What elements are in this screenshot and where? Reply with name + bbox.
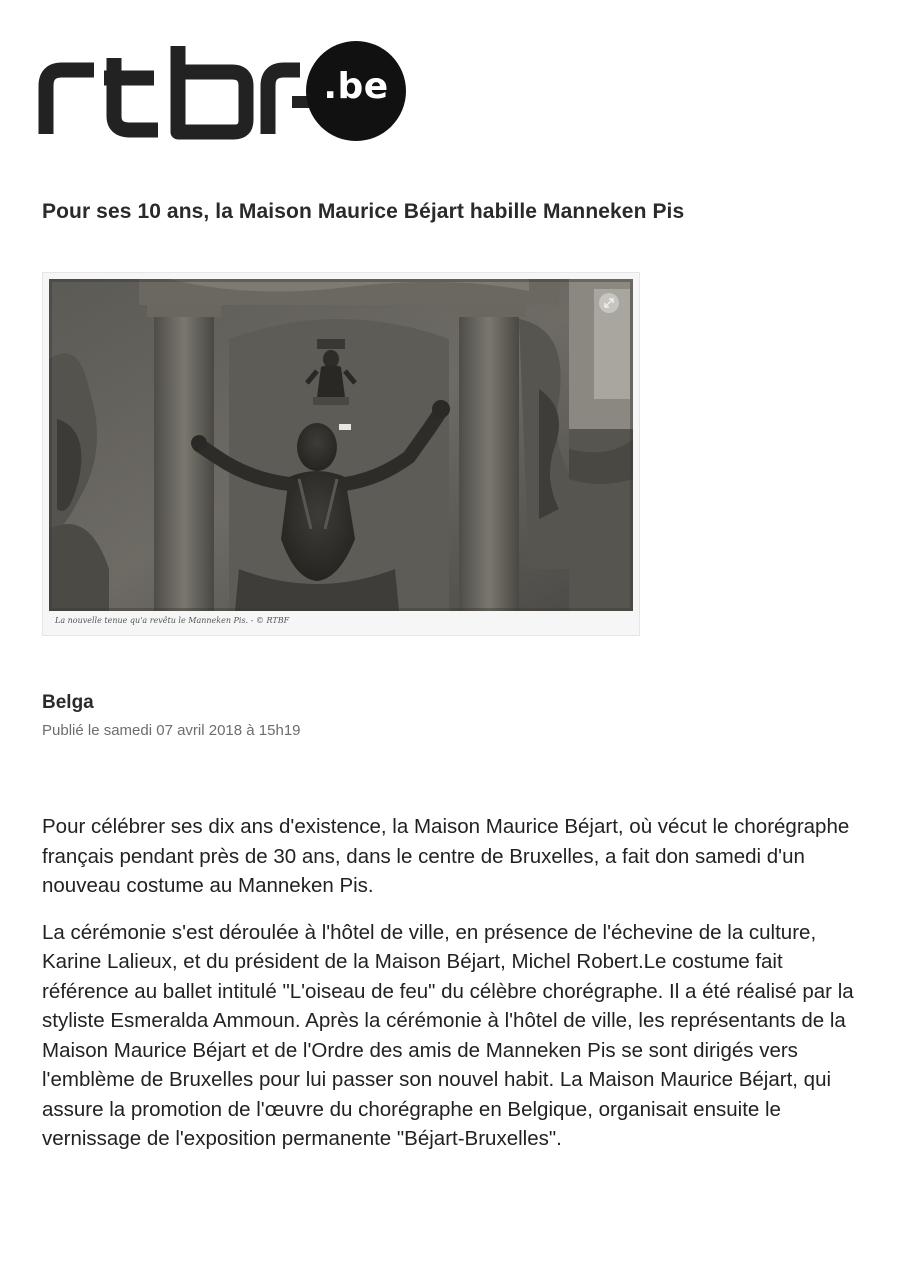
publish-date: Publié le samedi 07 avril 2018 à 15h19 — [42, 722, 301, 739]
article-title: Pour ses 10 ans, la Maison Maurice Béjart habille Manneken Pis — [42, 200, 685, 223]
expand-icon[interactable] — [599, 293, 619, 313]
rtbf-logo[interactable] — [38, 36, 418, 146]
article-author[interactable]: Belga — [42, 692, 94, 713]
logo-suffix: .be — [323, 66, 389, 107]
manneken-pis-photo[interactable] — [49, 279, 633, 611]
paragraph: La cérémonie s'est déroulée à l'hôtel de ville, en présence de l'échevine de la culture, Karine Lalieux, et du président de la Maison Béjart, Michel Robert.Le costume fait référence au ballet intitulé "L'oiseau de feu" du célèbre chorégraphe. Il a été réalisé par la styliste Esmeralda Ammoun. Après la cérémonie à l'hôtel de ville, les représentants de la Maison Maurice Béjart et de l'Ordre des amis de Manneken Pis se sont dirigés vers l'emblème de Bruxelles pour lui passer son nouvel habit. La Maison Maurice Béjart, qui assure la promotion de l'œuvre du chorégraphe en Belgique, organisait ensuite le vernissage de l'exposition permanente "Béjart-Bruxelles". — [42, 920, 854, 1150]
paragraph: Pour célébrer ses dix ans d'existence, la Maison Maurice Béjart, où vécut le chorégraphe français pendant près de 30 ans, dans le centre de Bruxelles, a fait don samedi d'un nouveau costume au Manneken Pis. — [42, 815, 850, 897]
article-body — [42, 812, 872, 1171]
article-figure — [42, 272, 640, 636]
image-caption: La nouvelle tenue qu'a revêtu le Manneken Pis. - © RTBF — [55, 616, 290, 625]
